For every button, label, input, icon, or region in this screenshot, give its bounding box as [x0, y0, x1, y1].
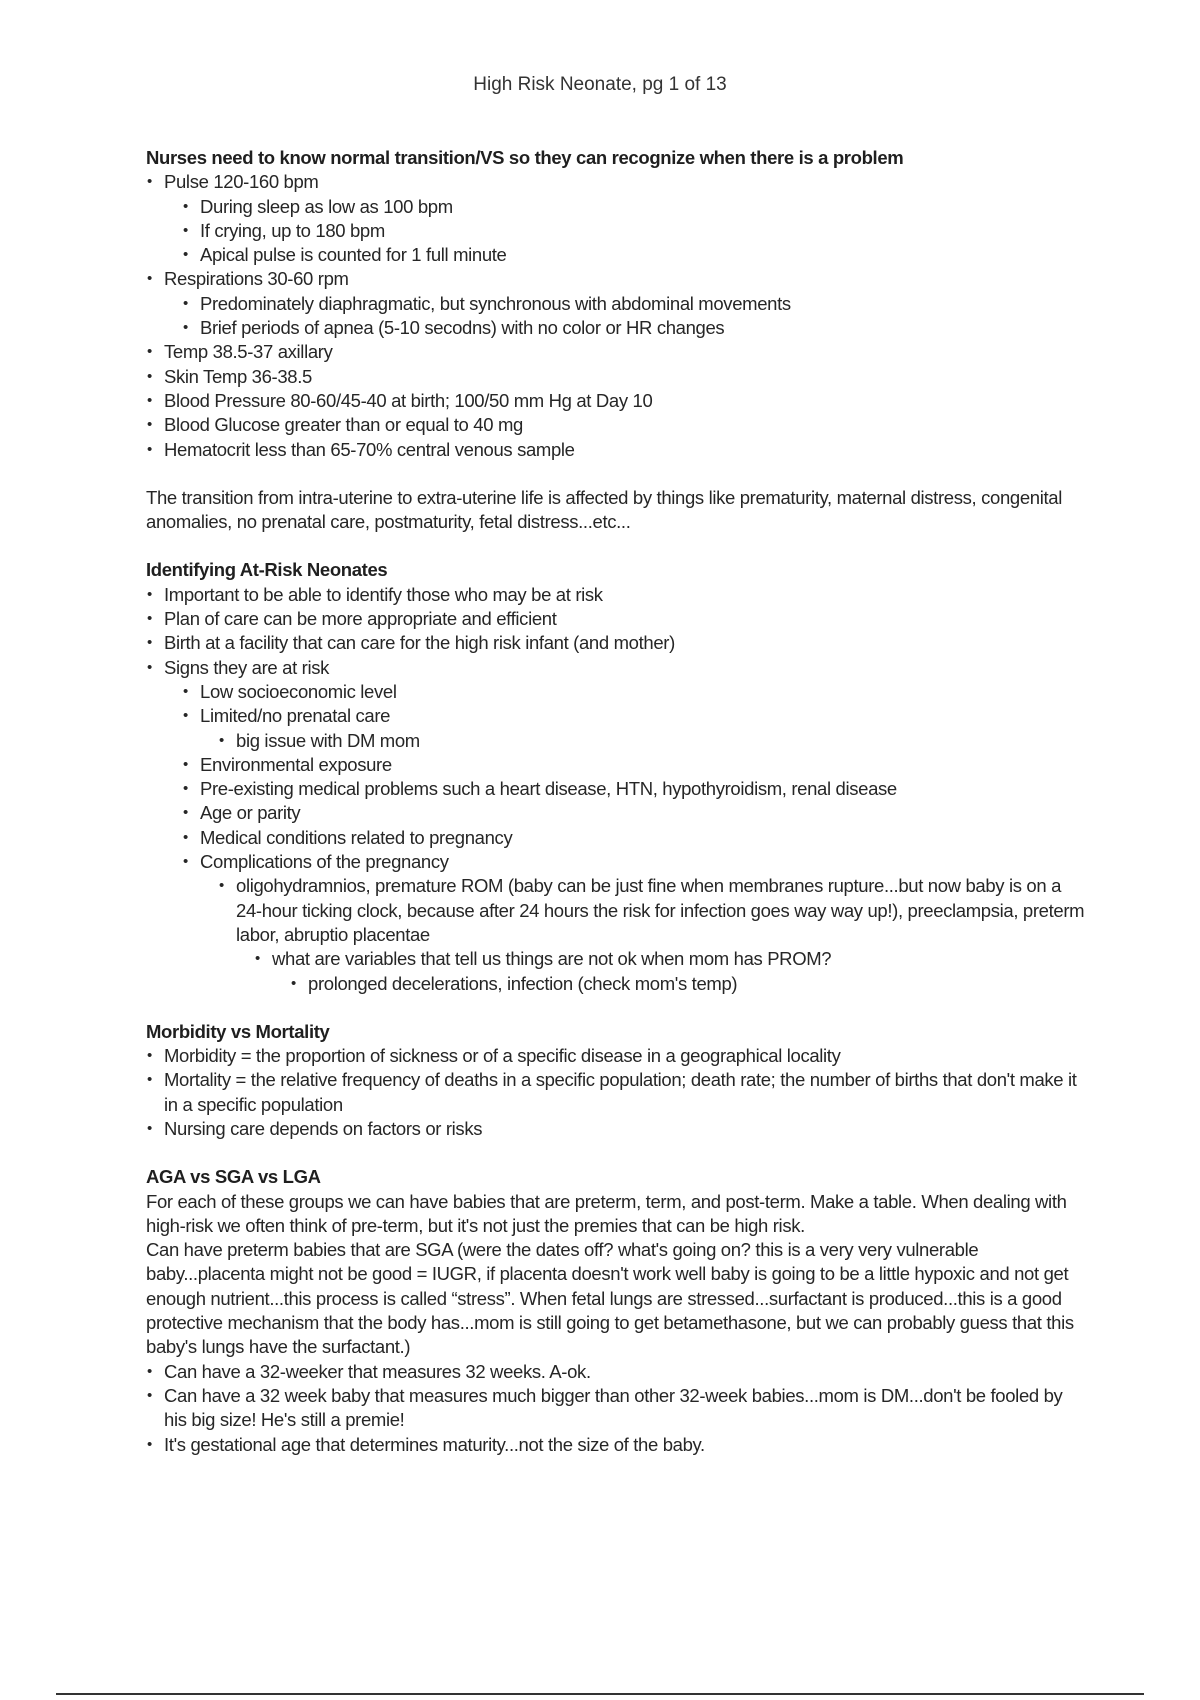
complications-text: Complications of the pregnancy	[200, 851, 449, 873]
list-item: • Blood Glucose greater than or equal to 40 mg	[146, 413, 1086, 437]
list-item: • Can have a 32 week baby that measures much bigger than other 32-week babies...mom is DM...don't be fooled by his big size! He's still a premie!	[146, 1384, 1086, 1433]
list-item: • Birth at a facility that can care for the high risk infant (and mother)	[146, 631, 1086, 655]
list-item: • Plan of care can be more appropriate and efficient	[146, 607, 1086, 631]
vitals-list	[146, 170, 1086, 462]
at-risk-list	[146, 583, 1086, 996]
list-item	[146, 267, 1086, 340]
section-at-risk	[146, 558, 1086, 995]
footer-divider	[56, 1693, 1144, 1695]
list-item: • Nursing care depends on factors or risks	[146, 1117, 1086, 1141]
sign-2-sublist	[218, 729, 1086, 753]
prom-answer-sublist	[290, 972, 1086, 996]
section-title-morbidity: Morbidity vs Mortality	[146, 1020, 330, 1042]
section-title-aga: AGA vs SGA vs LGA	[146, 1166, 321, 1188]
pulse-sublist	[182, 195, 1086, 268]
list-item: • Mortality = the relative frequency of deaths in a specific population; death rate; the number of births that don't make it in a specific population	[146, 1068, 1086, 1117]
section-vitals	[146, 146, 1086, 462]
aga-list	[146, 1360, 1086, 1457]
list-item: • Low socioeconomic level	[182, 680, 1086, 704]
list-item: • Blood Pressure 80-60/45-40 at birth; 100/50 mm Hg at Day 10	[146, 389, 1086, 413]
aga-paragraph-2: Can have preterm babies that are SGA (were the dates off? what's going on? this is a very very vulnerable baby...placenta might not be good = IUGR, if placenta doesn't work well baby is going to be a little hypoxic and not get enough nutrient...this process is called “stress”. When fetal lungs are stressed...surfactant is produced...this is a good protective mechanism that the body has...mom is still going to get betamethasone, but we can probably guess that this baby's lungs have the surfactant.)	[146, 1239, 1074, 1358]
complications-sublist	[218, 874, 1086, 995]
list-item: • Morbidity = the proportion of sickness or of a specific disease in a geographical locality	[146, 1044, 1086, 1068]
section-title-vitals: Nurses need to know normal transition/VS so they can recognize when there is a problem	[146, 147, 904, 168]
prom-question: what are variables that tell us things are not ok when mom has PROM?	[272, 948, 832, 970]
list-item: • Hematocrit less than 65-70% central venous sample	[146, 438, 1086, 462]
resp-text: Respirations 30-60 rpm	[164, 268, 349, 290]
list-item: • Pre-existing medical problems such a heart disease, HTN, hypothyroidism, renal disease	[182, 777, 1086, 801]
list-item: • Environmental exposure	[182, 753, 1086, 777]
pulse-text: Pulse 120-160 bpm	[164, 171, 319, 193]
section-morbidity	[146, 1020, 1086, 1141]
list-item: • Age or parity	[182, 801, 1086, 825]
list-item: • If crying, up to 180 bpm	[182, 219, 1086, 243]
aga-paragraph-1: For each of these groups we can have babies that are preterm, term, and post-term. Make a table. When dealing with high-risk we often think of pre-term, but it's not just the premies that can be high risk.	[146, 1190, 1067, 1236]
list-item: • During sleep as low as 100 bpm	[182, 195, 1086, 219]
signs-sublist	[182, 680, 1086, 996]
resp-sublist	[182, 292, 1086, 341]
list-item: • It's gestational age that determines maturity...not the size of the baby.	[146, 1433, 1086, 1457]
list-item: • Can have a 32-weeker that measures 32 weeks. A-ok.	[146, 1360, 1086, 1384]
page-content	[146, 146, 1086, 1457]
list-item: • Important to be able to identify those who may be at risk	[146, 583, 1086, 607]
page-header: High Risk Neonate, pg 1 of 13	[473, 74, 727, 95]
list-item	[254, 947, 1086, 996]
list-item	[218, 874, 1086, 995]
complications-detail: oligohydramnios, premature ROM (baby can be just fine when membranes rupture...but now baby is on a 24-hour ticking clock, because after 24 hours the risk for infection goes way way up!), preeclampsia, preterm labor, abruptio placentae	[236, 875, 1085, 945]
list-item: • Brief periods of apnea (5-10 secodns) with no color or HR changes	[182, 316, 1086, 340]
sign-2-text: Limited/no prenatal care	[200, 705, 391, 727]
list-item: • Medical conditions related to pregnancy	[182, 826, 1086, 850]
list-item	[146, 656, 1086, 996]
list-item: • Skin Temp 36-38.5	[146, 365, 1086, 389]
list-item	[182, 704, 1086, 753]
list-item: • Apical pulse is counted for 1 full minute	[182, 243, 1086, 267]
list-item: • Predominately diaphragmatic, but synchronous with abdominal movements	[182, 292, 1086, 316]
list-item: • big issue with DM mom	[218, 729, 1086, 753]
list-item	[182, 850, 1086, 996]
section-aga	[146, 1165, 1086, 1457]
signs-text: Signs they are at risk	[164, 656, 330, 678]
morbidity-list	[146, 1044, 1086, 1141]
transition-paragraph: The transition from intra-uterine to extra-uterine life is affected by things like prematurity, maternal distress, congenital anomalies, no prenatal care, postmaturity, fetal distress...etc...	[146, 486, 1062, 533]
prom-sublist	[254, 947, 1086, 996]
list-item: • Temp 38.5-37 axillary	[146, 340, 1086, 364]
section-title-at-risk: Identifying At-Risk Neonates	[146, 559, 388, 581]
list-item: • prolonged decelerations, infection (check mom's temp)	[290, 972, 1086, 996]
list-item	[146, 170, 1086, 267]
